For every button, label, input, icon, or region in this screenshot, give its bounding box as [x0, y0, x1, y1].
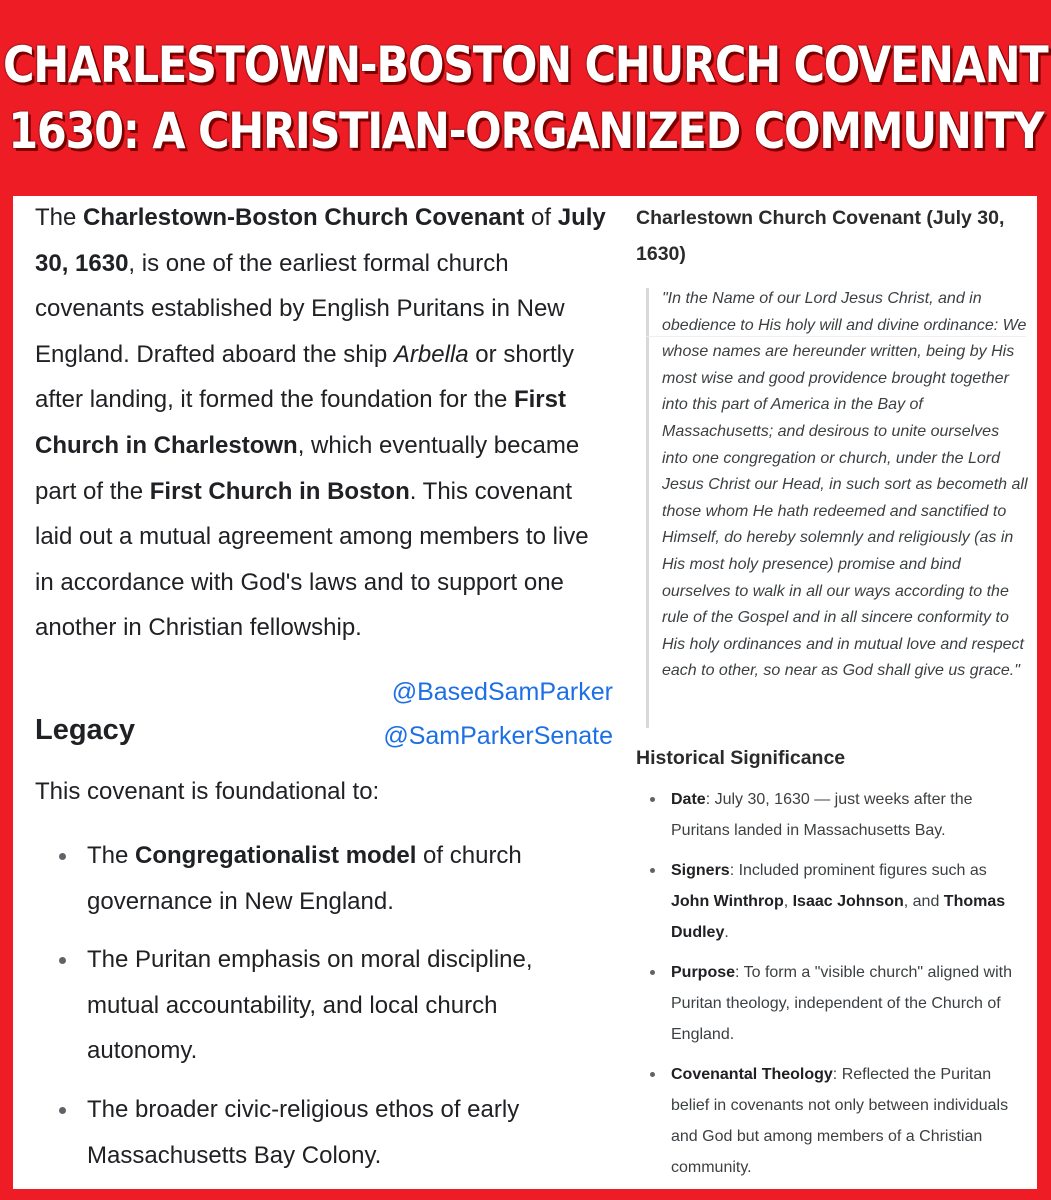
intro-text: of [524, 204, 558, 231]
intro-bold-first-church-charlestown: First Church in Charlestown [35, 386, 566, 459]
list-item-label: Signers [671, 862, 730, 879]
intro-text: , which eventually became part of the [35, 431, 580, 505]
intro-text: or shortly after landing, it formed the foundation for the [35, 340, 575, 414]
legacy-list [35, 833, 595, 1191]
list-item-text: , [783, 893, 793, 910]
list-item-text: The broader civic-religious ethos of early Massachusetts Bay Colony. [87, 1095, 520, 1169]
list-item-text: of church governance in New England. [87, 842, 522, 915]
list-item-text: . [724, 924, 729, 941]
banner-title-line-1: CHARLESTOWN-BOSTON CHURCH COVENANT [3, 36, 1048, 94]
intro-text: , is one of the earliest formal church covenants established by English Puritans in New England. Drafted aboard the ship [35, 249, 565, 368]
significance-list [634, 784, 1024, 1192]
list-item-label: Covenantal Theology [671, 1066, 833, 1083]
title-banner [0, 0, 1051, 196]
list-item [634, 1059, 1024, 1183]
list-item [634, 784, 1024, 846]
intro-paragraph [35, 195, 613, 651]
list-item-text: : Included prominent figures such as [729, 862, 987, 879]
handle-based-sam-parker: @BasedSamParker [391, 678, 613, 706]
social-handles-watermark [313, 670, 613, 758]
intro-text: The [35, 204, 84, 231]
list-item-label: Date [671, 791, 706, 808]
list-item [35, 937, 595, 1074]
list-item [634, 855, 1024, 948]
banner-title-line-2: 1630: A CHRISTIAN-ORGANIZED COMMUNITY [8, 102, 1043, 160]
intro-bold-date: July 30, 1630 [35, 204, 606, 277]
list-item [35, 1087, 595, 1178]
list-item [634, 957, 1024, 1050]
signer-name: Thomas Dudley [671, 893, 1006, 941]
legacy-intro: This covenant is foundational to: [35, 778, 380, 805]
list-item-text: The [87, 842, 136, 869]
list-item-text: The Puritan emphasis on moral discipline, mutual accountability, and local church autonomy. [87, 946, 533, 1065]
handle-sam-parker-senate: @SamParkerSenate [383, 722, 613, 750]
signer-name: John Winthrop [671, 893, 784, 910]
intro-bold-covenant: Charlestown-Boston Church Covenant [83, 204, 525, 231]
list-item-text: : July 30, 1630 — just weeks after the Puritans landed in Massachusetts Bay. [671, 791, 973, 839]
list-item-text: : To form a "visible church" aligned with Puritan theology, independent of the Church of England. [671, 964, 1012, 1043]
intro-bold-first-church-boston: First Church in Boston [149, 477, 410, 505]
historical-significance-heading: Historical Significance [636, 747, 846, 769]
list-item-bold: Congregationalist model [135, 842, 417, 869]
intro-text: . This covenant laid out a mutual agreement among members to live in accordance with God's laws and to support one another in Christian fellowship. [35, 477, 589, 642]
blockquote-bar [646, 288, 649, 728]
legacy-heading: Legacy [35, 714, 135, 746]
list-item-text: : Reflected the Puritan belief in covenants not only between individuals and God but among members of a Christian community. [671, 1066, 1009, 1176]
signer-name: Isaac Johnson [792, 893, 904, 910]
list-item-text: , and [903, 893, 944, 910]
list-item [35, 833, 595, 924]
covenant-quote: "In the Name of our Lord Jesus Christ, and in obedience to His holy will and divine ordinance: We whose names are hereunder written, being by His most wise and good providence brought together into this part of America in the Bay of Massachusetts; and desirous to unite ourselves into one congregation or church, under the Lord Jesus Christ our Head, in such sort as becometh all those whom He hath redeemed and sanctified to Himself, do hereby solemnly and religiously (as in His most holy presence) promise and bind ourselves to walk in all our ways according to the rule of the Gospel and in all sincere conformity to His holy ordinances and in mutual love and respect each to other, so near as God shall give us grace." [662, 290, 1028, 680]
covenant-heading: Charlestown Church Covenant (July 30, 1630) [636, 207, 1005, 265]
content-panel [13, 196, 1037, 1189]
list-item-label: Purpose [671, 964, 736, 981]
intro-ship-name: Arbella [393, 340, 469, 368]
